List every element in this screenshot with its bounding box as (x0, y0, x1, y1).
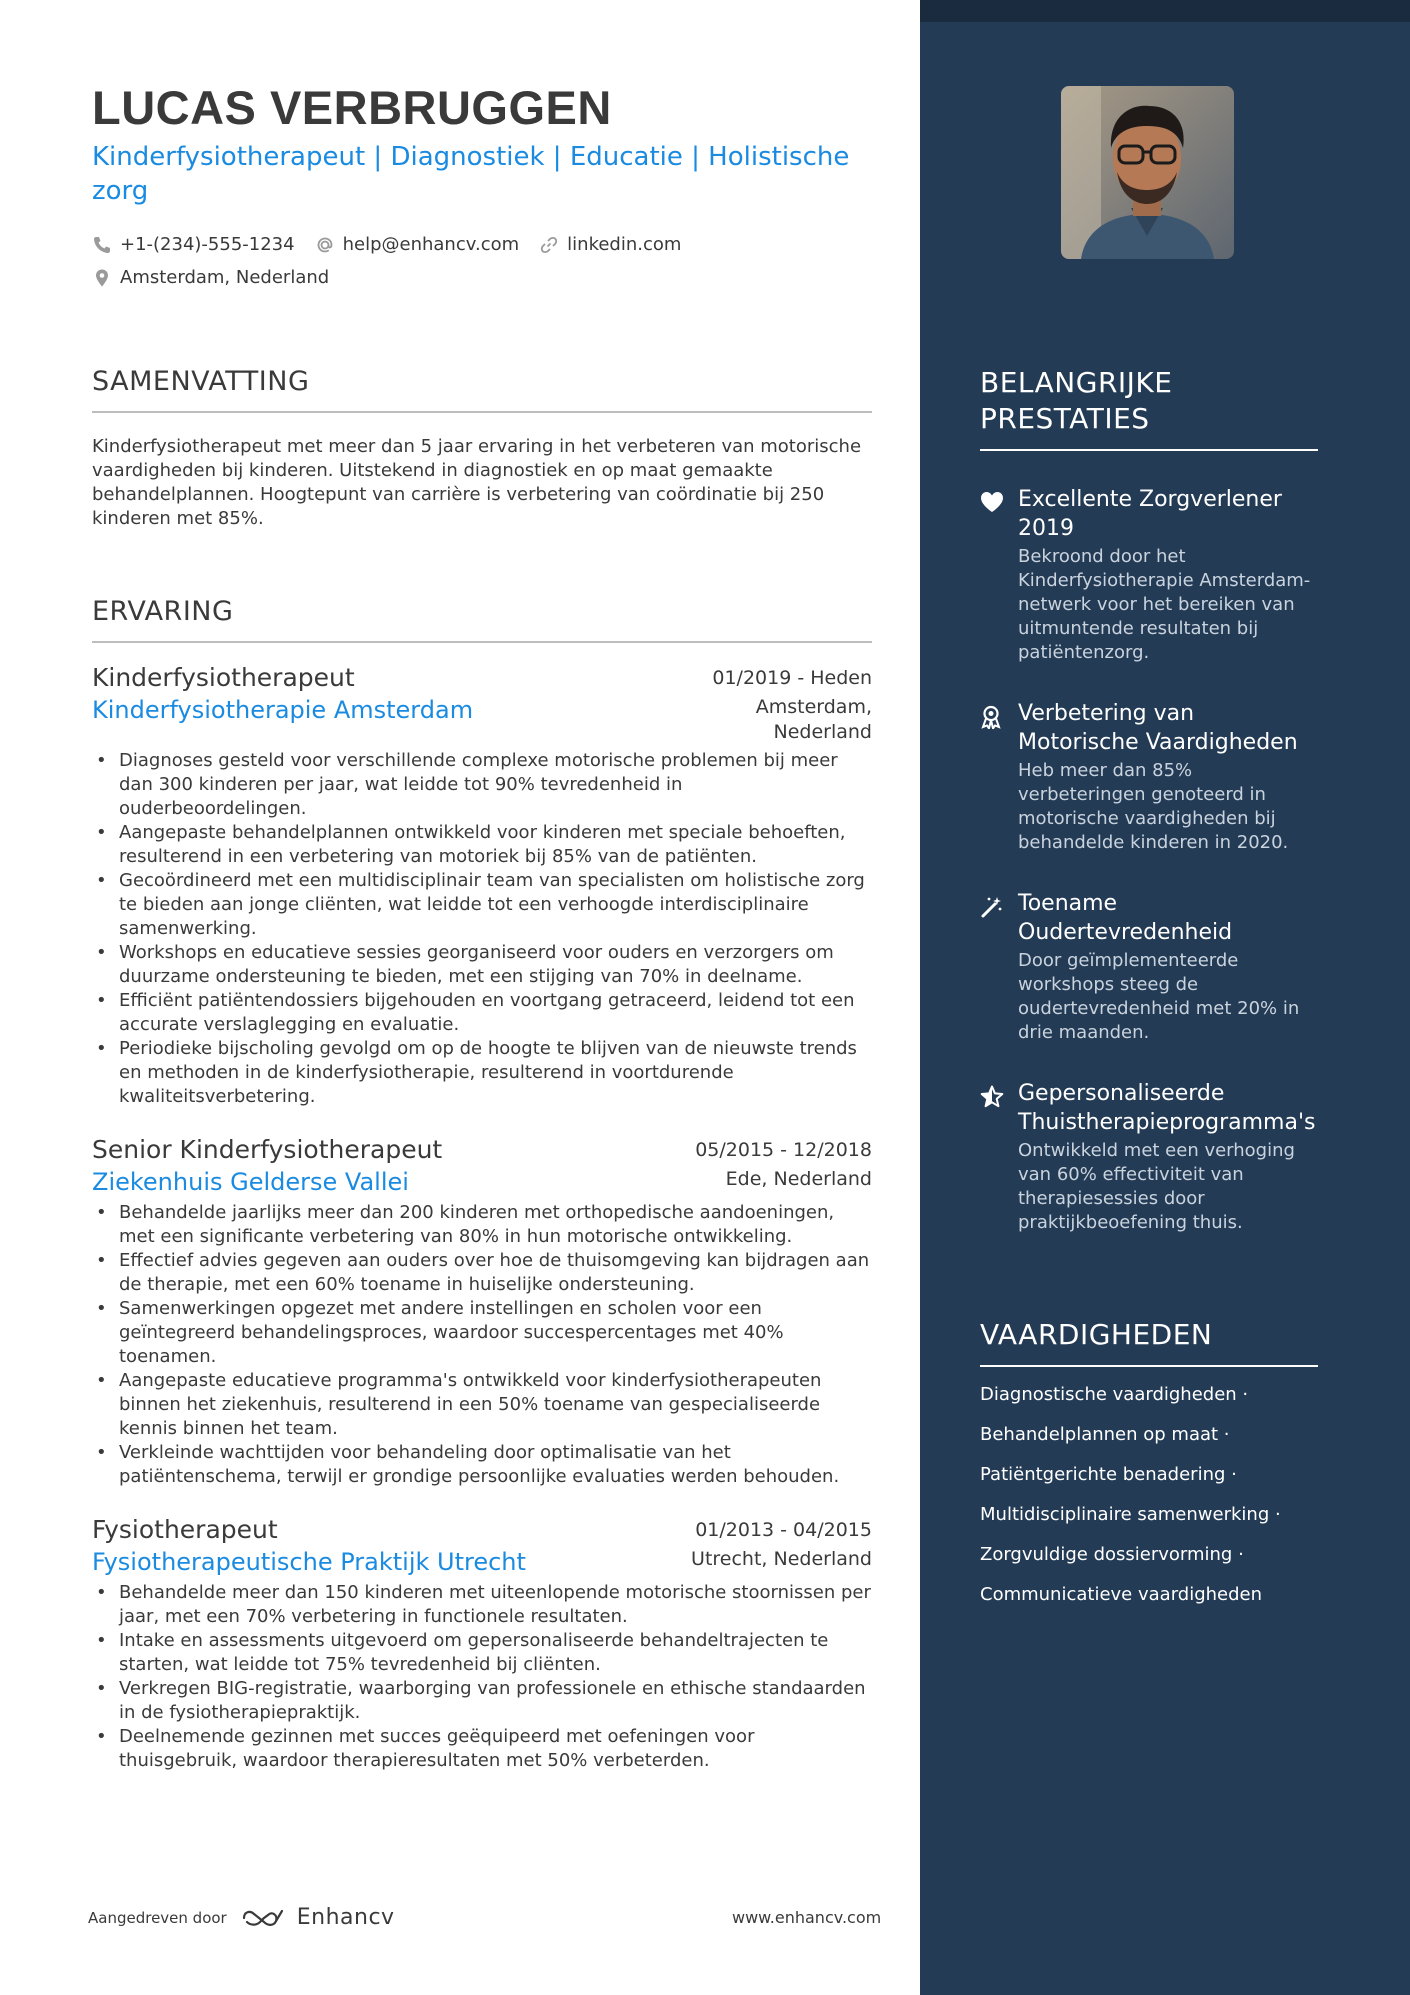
contact-info (92, 228, 872, 294)
experience-section (92, 595, 872, 1773)
achievement-item (980, 699, 1318, 855)
skill-item: Behandelplannen op maat · (980, 1424, 1230, 1445)
job-title: Kinderfysiotherapeut (92, 663, 355, 692)
bullet-item: • Gecoördineerd met een multidisciplinair team van specialisten om holistische zorg te bieden aan jonge cliënten, wat leidde tot een verhoogde interdisciplinaire samenwerking. (92, 869, 872, 941)
footer-url[interactable]: www.enhancv.com (732, 1908, 882, 1927)
achievement-item (980, 1079, 1318, 1235)
achievement-title: Gepersonaliseerde Thuistherapieprogramma's (1018, 1081, 1316, 1135)
phone-number: +1-(234)-555-1234 (120, 234, 295, 255)
linkedin-url: linkedin.com (567, 234, 682, 255)
achievement-title: Toename Oudertevredenheid (1018, 891, 1233, 945)
job-location: Utrecht, Nederland (691, 1548, 872, 1570)
email-contact[interactable] (315, 234, 520, 255)
bullet-item: • Efficiënt patiëntendossiers bijgehouden en voortgang getraceerd, leidend tot een accurate verslaglegging en evaluatie. (92, 989, 872, 1037)
achievement-desc: Heb meer dan 85% verbeteringen genoteerd in motorische vaardigheden bij behandelde kinderen in 2020. (1018, 760, 1289, 853)
bullet-item: • Samenwerkingen opgezet met andere instellingen en scholen voor een geïntegreerd behandelingsproces, waardoor succespercentages met 40% toenamen. (92, 1297, 872, 1369)
award-ribbon-icon (980, 705, 1002, 729)
star-icon (980, 1085, 1004, 1109)
achievement-item (980, 889, 1318, 1045)
skill-item: Patiëntgerichte benadering · (980, 1464, 1237, 1485)
location-text: Amsterdam, Nederland (120, 267, 330, 288)
at-icon (315, 235, 335, 255)
job-title: Senior Kinderfysiotherapeut (92, 1135, 443, 1164)
summary-title: SAMENVATTING (92, 365, 872, 413)
job-company: Ziekenhuis Gelderse Vallei (92, 1168, 409, 1196)
achievement-desc: Bekroond door het Kinderfysiotherapie Amsterdam-netwerk voor het bereiken van uitmuntende resultaten bij patiëntenzorg. (1018, 546, 1311, 663)
phone-contact[interactable] (92, 234, 295, 255)
link-icon (539, 235, 559, 255)
email-address: help@enhancv.com (342, 234, 520, 255)
job-entry (92, 1133, 872, 1489)
candidate-name: LUCAS VERBRUGGEN (92, 81, 612, 134)
experience-title: ERVARING (92, 595, 872, 643)
skill-item: Diagnostische vaardigheden · (980, 1384, 1249, 1405)
skill-item: Communicatieve vaardigheden (980, 1584, 1263, 1605)
job-location: Amsterdam, Nederland (755, 696, 872, 743)
profile-photo (1061, 86, 1234, 259)
job-bullets (92, 1581, 872, 1773)
achievement-desc: Ontwikkeld met een verhoging van 60% effectiviteit van therapiesessies door praktijkbeoefening thuis. (1018, 1140, 1295, 1233)
job-entry (92, 661, 872, 1109)
bullet-item: • Behandelde meer dan 150 kinderen met uiteenlopende motorische stoornissen per jaar, met een 70% verbetering in functionele resultaten. (92, 1581, 872, 1629)
bullet-item: • Verkregen BIG-registratie, waarborging van professionele en ethische standaarden in de fysiotherapiepraktijk. (92, 1677, 872, 1725)
enhancv-logo-icon (241, 1906, 287, 1930)
bullet-item: • Periodieke bijscholing gevolgd om op de hoogte te blijven van de nieuwste trends en methoden in de kinderfysiotherapie, resulterend in voortdurende kwaliteitsverbetering. (92, 1037, 872, 1109)
bullet-item: • Aangepaste behandelplannen ontwikkeld voor kinderen met speciale behoeften, resulterend in een verbetering van motoriek bij 85% van de patiënten. (92, 821, 872, 869)
job-entry (92, 1513, 872, 1773)
footer-branding (88, 1905, 395, 1930)
headline: Kinderfysiotherapeut | Diagnostiek | Educatie | Holistische zorg (92, 142, 850, 206)
achievements-section (980, 365, 1318, 1235)
location-pin-icon (92, 268, 112, 288)
location-contact (92, 267, 329, 288)
powered-by-label: Aangedreven door (88, 1908, 227, 1927)
job-bullets (92, 749, 872, 1109)
achievement-item (980, 485, 1318, 665)
achievement-title: Excellente Zorgverlener 2019 (1018, 487, 1282, 541)
phone-icon (92, 235, 112, 255)
bullet-item: • Deelnemende gezinnen met succes geëquipeerd met oefeningen voor thuisgebruik, waardoor therapieresultaten met 50% verbeterden. (92, 1725, 872, 1773)
sidebar-top-bar (920, 0, 1410, 22)
job-dates: 01/2013 - 04/2015 (695, 1519, 872, 1541)
achievement-desc: Door geïmplementeerde workshops steeg de oudertevredenheid met 20% in drie maanden. (1018, 950, 1300, 1043)
job-dates: 01/2019 - Heden (712, 667, 872, 689)
brand-name: Enhancv (296, 1905, 395, 1930)
job-title: Fysiotherapeut (92, 1515, 278, 1544)
magic-wand-icon (980, 895, 1004, 919)
job-dates: 05/2015 - 12/2018 (695, 1139, 872, 1161)
skills-title: VAARDIGHEDEN (980, 1317, 1318, 1367)
job-company: Kinderfysiotherapie Amsterdam (92, 696, 474, 724)
achievement-title: Verbetering van Motorische Vaardigheden (1018, 701, 1298, 755)
bullet-item: • Verkleinde wachttijden voor behandeling door optimalisatie van het patiëntenschema, terwijl er grondige persoonlijke evaluaties werden behouden. (92, 1441, 872, 1489)
bullet-item: • Effectief advies gegeven aan ouders over hoe de thuisomgeving kan bijdragen aan de therapie, met een 60% toename in huiselijke ondersteuning. (92, 1249, 872, 1297)
bullet-item: • Behandelde jaarlijks meer dan 200 kinderen met orthopedische aandoeningen, met een significante verbetering van 80% in hun motorische ontwikkeling. (92, 1201, 872, 1249)
header (92, 80, 872, 294)
job-location: Ede, Nederland (725, 1168, 872, 1190)
linkedin-contact[interactable] (539, 234, 681, 255)
bullet-item: • Diagnoses gesteld voor verschillende complexe motorische problemen bij meer dan 300 kinderen per jaar, wat leidde tot 90% tevredenheid in ouderbeoordelingen. (92, 749, 872, 821)
summary-text: Kinderfysiotherapeut met meer dan 5 jaar ervaring in het verbeteren van motorische vaardigheden bij kinderen. Uitstekend in diagnostiek en op maat gemaakte behandelplannen. Hoogtepunt van carrière is verbetering van coördinatie bij 250 kinderen met 85%. (92, 436, 862, 529)
heart-icon (980, 491, 1004, 513)
job-company: Fysiotherapeutische Praktijk Utrecht (92, 1548, 526, 1576)
skill-item: Multidisciplinaire samenwerking · (980, 1504, 1281, 1525)
bullet-item: • Workshops en educatieve sessies georganiseerd voor ouders en verzorgers om duurzame ondersteuning te bieden, met een stijging van 70% in deelname. (92, 941, 872, 989)
achievements-title: BELANGRIJKE PRESTATIES (980, 365, 1318, 451)
job-bullets (92, 1201, 872, 1489)
summary-section (92, 365, 872, 531)
skills-section (980, 1317, 1318, 1607)
skill-item: Zorgvuldige dossiervorming · (980, 1544, 1244, 1565)
bullet-item: • Aangepaste educatieve programma's ontwikkeld voor kinderfysiotherapeuten binnen het ziekenhuis, resulterend in een 50% toename van gespecialiseerde kennis binnen het team. (92, 1369, 872, 1441)
bullet-item: • Intake en assessments uitgevoerd om gepersonaliseerde behandeltrajecten te starten, wat leidde tot 75% tevredenheid bij cliënten. (92, 1629, 872, 1677)
